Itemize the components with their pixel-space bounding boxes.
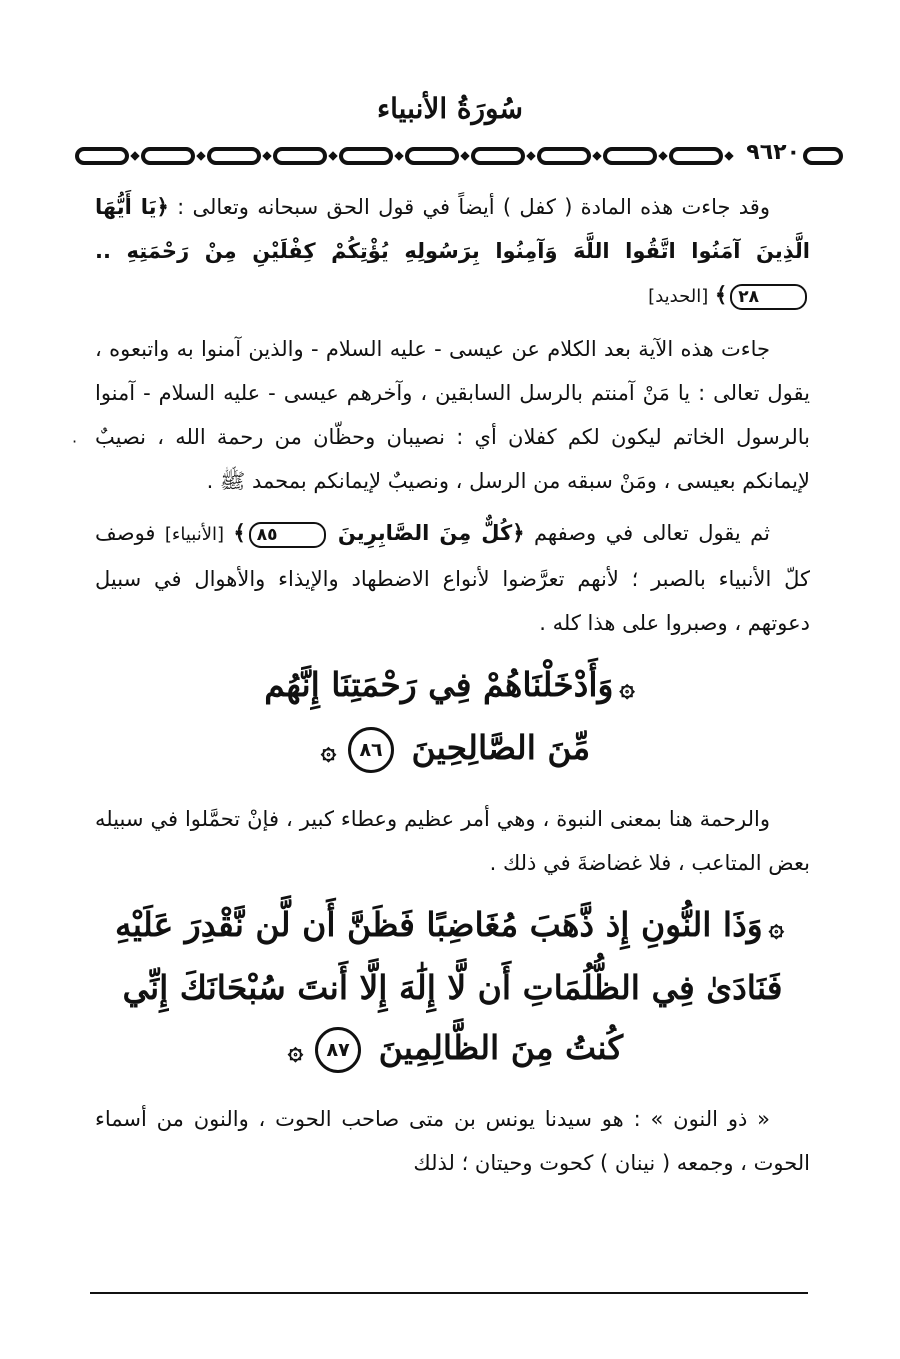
- border-link: [77, 149, 127, 163]
- border-diamond: [197, 152, 205, 160]
- verse-line: فَنَادَىٰ فِي الظُّلُمَاتِ أَن لَّا إِلَٰهَ إِلَّا أَنتَ سُبْحَانَكَ إِنِّي: [122, 968, 783, 1007]
- border-diamond: [131, 152, 139, 160]
- quran-verse-87: [95, 895, 810, 1081]
- ornament-icon: ۞: [619, 673, 635, 703]
- page-number: ٩٦٢٠: [746, 140, 800, 165]
- paragraph-kifl: [95, 185, 810, 319]
- border-diamond: [527, 152, 535, 160]
- verse-line: [95, 655, 810, 718]
- quran-verse-86: [95, 655, 810, 781]
- verse-line: [95, 718, 810, 781]
- verse-number-medallion: ٨٦: [348, 727, 394, 773]
- footer-rule: [90, 1292, 808, 1294]
- border-diamond: [725, 152, 733, 160]
- paragraph-intro: ثم يقول تعالى في وصفهم: [533, 521, 770, 545]
- border-link: [275, 149, 325, 163]
- verse-text: وَأَدْخَلْنَاهُمْ فِي رَحْمَتِنَا إِنَّهُم: [264, 665, 614, 704]
- border-diamond: [329, 152, 337, 160]
- stray-mark: ·: [72, 432, 78, 451]
- ornament-icon: ۞: [287, 1036, 304, 1066]
- paragraph-intro: وقد جاءت هذه المادة ( كفل ) أيضاً في قول الحق سبحانه وتعالى :: [177, 195, 770, 219]
- paragraph-explanation: جاءت هذه الآية بعد الكلام عن عيسى - عليه السلام - والذين آمنوا به واتبعوه ، يقول تعالى : يا مَنْ آمنتم بالرسل السابقين ، وآخرهم عيسى - عليه السلام - آمنوا بالرسول الخاتم ليكون لكم كفلان أي : نصيبان وحظّان من رحمة الله ، نصيبٌ لإيمانكم بعيسى ، ومَنْ سبقه من الرسل ، ونصيبٌ لإيمانكم بمحمد ﷺ .: [95, 337, 810, 493]
- verse-open-brace: ﴿: [156, 194, 169, 219]
- ayah-number-badge: ٨٥: [249, 522, 326, 548]
- ornament-icon: ۞: [768, 913, 784, 943]
- quoted-ayah: كُلٌّ مِنَ الصَّابِرِينَ: [337, 521, 513, 545]
- verse-line: [95, 895, 810, 958]
- surah-reference: [الأنبياء]: [164, 524, 225, 545]
- border-link: [209, 149, 259, 163]
- paragraph-rest: فوصف كلّ الأنبياء بالصبر ؛ لأنهم تعرَّضوا لأنواع الاضطهاد والإيذاء والأهوال في سبيل دعوتهم ، وصبروا على هذا كله .: [95, 521, 810, 635]
- verse-number-medallion: ٨٧: [315, 1027, 361, 1073]
- ornament-icon: ۞: [320, 736, 337, 766]
- quoted-ayah: يَا أَيُّهَا الَّذِينَ آمَنُوا اتَّقُوا اللَّهَ وَآمِنُوا بِرَسُولِهِ يُؤْتِكُمْ كِفْلَيْنِ مِنْ رَحْمَتِهِ ..: [95, 195, 810, 263]
- border-link: [539, 149, 589, 163]
- verse-text: كُنتُ مِنَ الظَّالِمِينَ: [378, 1028, 624, 1067]
- border-diamond: [461, 152, 469, 160]
- ayah-number-badge: ٢٨: [730, 284, 807, 310]
- paragraph-rahma: والرحمة هنا بمعنى النبوة ، وهي أمر عظيم وعطاء كبير ، فإنْ تحمَّلوا في سبيله بعض المتاعب ، فلا غضاضةَ في ذلك .: [95, 807, 810, 875]
- verse-line: [95, 1018, 810, 1081]
- main-text: [95, 185, 810, 1193]
- verse-text: وَذَا النُّونِ إِذ ذَّهَبَ مُغَاضِبًا فَظَنَّ أَن لَّن نَّقْدِرَ عَلَيْهِ: [115, 905, 763, 944]
- verse-close-brace: ﴾: [233, 520, 246, 545]
- border-link: [605, 149, 655, 163]
- verse-text: مِّنَ الصَّالِحِينَ: [411, 728, 591, 767]
- verse-open-brace: ﴿: [512, 520, 525, 545]
- paragraph-sabirin: [95, 511, 810, 645]
- paragraph-dhun-nun: « ذو النون » : هو سيدنا يونس بن متى صاحب الحوت ، والنون من أسماء الحوت ، وجمعه ( نينان ) كحوت وحيتان ؛ لذلك: [95, 1107, 810, 1175]
- border-diamond: [395, 152, 403, 160]
- border-link: [341, 149, 391, 163]
- surah-title: سُورَةُ الأنبياء: [376, 92, 523, 125]
- border-link: [407, 149, 457, 163]
- surah-reference: [الحديد]: [648, 286, 709, 307]
- verse-close-brace: ﴾: [714, 282, 728, 307]
- border-diamond: [263, 152, 271, 160]
- border-diamond: [593, 152, 601, 160]
- border-link: [143, 149, 193, 163]
- border-link: [671, 149, 721, 163]
- border-diamond: [659, 152, 667, 160]
- border-link: [473, 149, 523, 163]
- border-link: [805, 149, 841, 163]
- decorative-border-band: [75, 143, 845, 169]
